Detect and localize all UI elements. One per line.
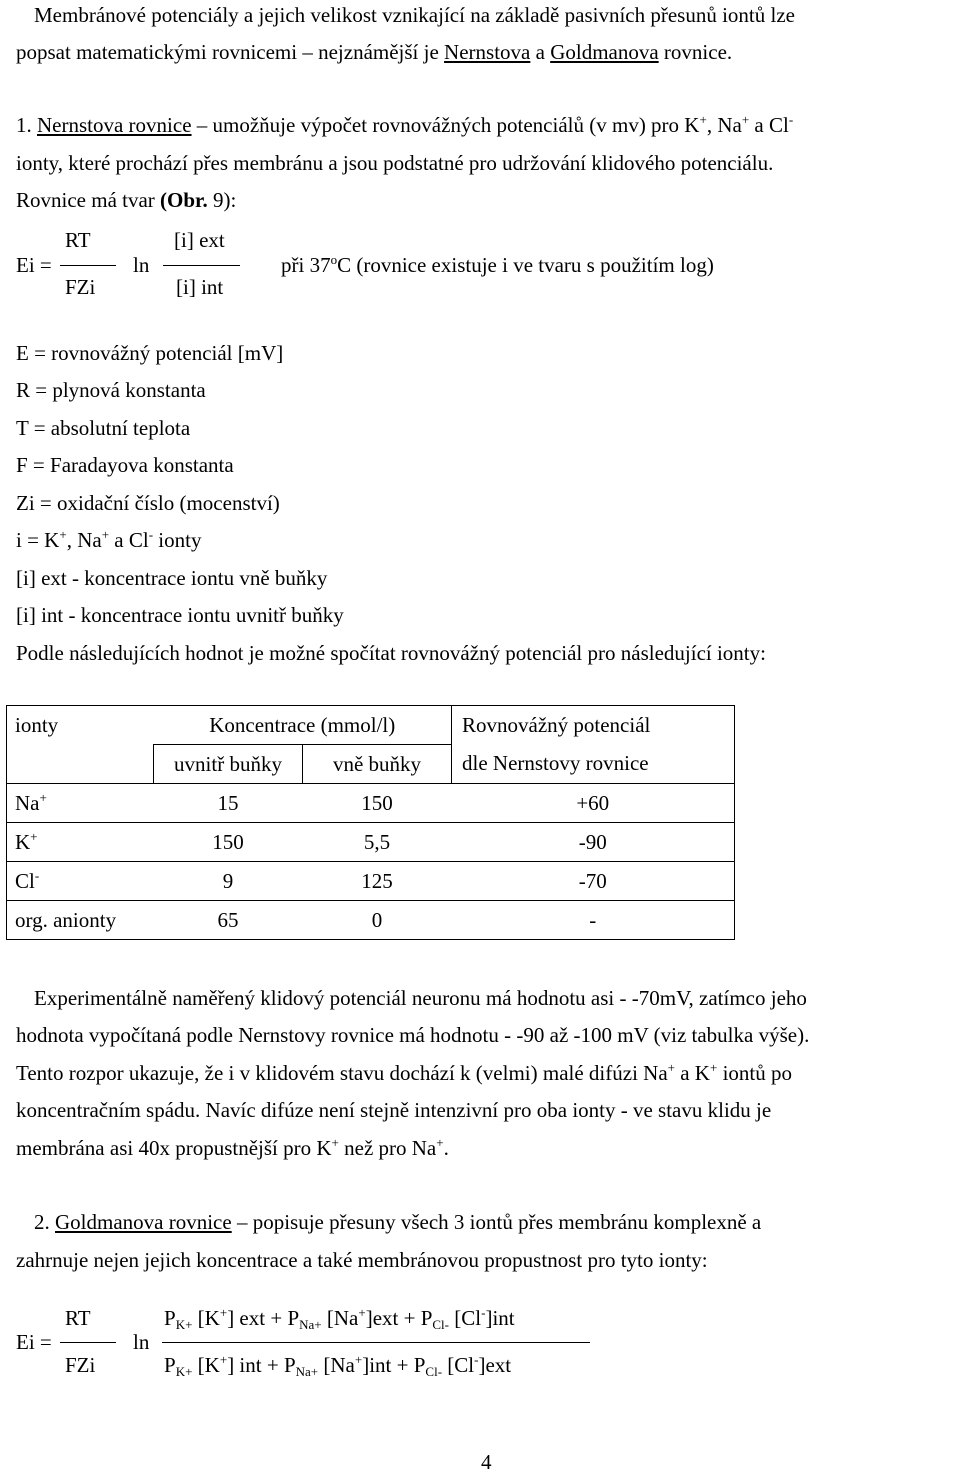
table-row — [7, 862, 735, 901]
goldman-link[interactable]: Goldmanova — [550, 40, 659, 64]
row-outside: 5,5 — [303, 823, 452, 862]
nernst-fzi: FZi — [65, 275, 96, 299]
row-outside: 125 — [303, 862, 452, 901]
table-row — [7, 823, 735, 862]
definition-r: R = plynová konstanta — [16, 378, 206, 402]
intro-line-2: popsat matematickými rovnicemi – nejznámější je Nernstova a Goldmanova rovnice. — [16, 40, 733, 64]
goldman-fzi: FZi — [65, 1353, 96, 1377]
row-outside: 0 — [303, 901, 452, 940]
section-1-line-3: Rovnice má tvar (Obr. 9): — [16, 188, 237, 212]
experiment-line-2: hodnota vypočítaná podle Nernstovy rovnice má hodnotu - -90 až -100 mV (viz tabulka výše). — [16, 1023, 810, 1047]
goldman-numerator: $P_{K+}$ [K+] ext + $P_{Na+}$ $[Na^+]ext + P_{Cl-}$ [Cl-]int — [164, 1305, 515, 1332]
experiment-line-3: Tento rozpor ukazuje, že i v klidovém stavu dochází k (velmi) malé difúzi Na+ a K+ iontů po — [16, 1060, 792, 1085]
row-potential: -70 — [452, 862, 735, 901]
header-inside: uvnitř buňky — [154, 745, 303, 784]
experiment-line-4: koncentračním spádu. Navíc difúze není stejně intenzivní pro oba ionty - ve stavu klidu je — [16, 1098, 772, 1122]
row-potential: - — [452, 901, 735, 940]
nernst-fraction-line-1 — [60, 265, 116, 266]
header-ions: ionty — [7, 706, 154, 745]
header-eq-potential-2: dle Nernstovy rovnice — [452, 745, 735, 784]
nernst-ext: [i] ext — [174, 228, 225, 252]
goldman-lhs: Ei = — [16, 1330, 52, 1354]
nernst-ln: ln — [133, 253, 150, 277]
section-1-line-1: 1. Nernstova rovnice – umožňuje výpočet rovnovážných potenciálů (v mv) pro K+, Na+ a Cl- — [16, 112, 794, 137]
nernst-rt: RT — [65, 228, 91, 252]
definition-t: T = absolutní teplota — [16, 416, 191, 440]
row-inside: 65 — [154, 901, 303, 940]
definition-ext: [i] ext - koncentrace iontu vně buňky — [16, 566, 328, 590]
row-inside: 9 — [154, 862, 303, 901]
nernst-lhs: Ei = — [16, 253, 52, 277]
row-ion: org. anionty — [7, 901, 154, 940]
goldman-fraction-line-1 — [60, 1342, 116, 1343]
definition-f: F = Faradayova konstanta — [16, 453, 234, 477]
section-1-line-2: ionty, které prochází přes membránu a jsou podstatné pro udržování klidového potenciálu. — [16, 151, 774, 175]
goldman-ln: ln — [133, 1330, 150, 1354]
table-intro: Podle následujících hodnot je možné spočítat rovnovážný potenciál pro následující ionty: — [16, 641, 766, 665]
header-eq-potential-1: Rovnovážný potenciál — [452, 706, 735, 745]
row-potential: +60 — [452, 784, 735, 823]
intro-line-1: Membránové potenciály a jejich velikost vznikající na základě pasivních přesunů iontů lze — [34, 3, 795, 27]
concentration-table — [6, 705, 735, 940]
table-row — [7, 901, 735, 940]
row-inside: 15 — [154, 784, 303, 823]
nernst-note: při 37$^o$C (rovnice existuje i ve tvaru s použitím log) — [281, 252, 714, 277]
nernst-fraction-line-2 — [163, 265, 240, 266]
goldman-rt: RT — [65, 1306, 91, 1330]
goldman-denominator: $P_{K+}$ [K+] int + $P_{Na+}$ $[Na^+]int + P_{Cl-}$ [Cl-]ext — [164, 1352, 512, 1379]
row-ion: Cl- — [7, 862, 154, 901]
section-2-line-2: zahrnuje nejen jejich koncentrace a také membránovou propustnost pro tyto ionty: — [16, 1248, 708, 1272]
row-potential: -90 — [452, 823, 735, 862]
section-2-line-1: 2. Goldmanova rovnice – popisuje přesuny všech 3 iontů přes membránu komplexně a — [34, 1210, 762, 1234]
definition-int: [i] int - koncentrace iontu uvnitř buňky — [16, 603, 344, 627]
definition-zi: Zi = oxidační číslo (mocenství) — [16, 491, 280, 515]
definition-i: i = K+, Na+ a Cl- ionty — [16, 527, 202, 552]
nernst-title-link[interactable]: Nernstova rovnice — [37, 113, 192, 137]
page-number: 4 — [481, 1450, 492, 1474]
header-concentration: Koncentrace (mmol/l) — [154, 706, 452, 745]
row-ion: K+ — [7, 823, 154, 862]
nernst-int: [i] int — [176, 275, 224, 299]
goldman-title-link[interactable]: Goldmanova rovnice — [55, 1210, 232, 1234]
row-ion: Na+ — [7, 784, 154, 823]
table-header-row-1 — [7, 706, 735, 745]
row-inside: 150 — [154, 823, 303, 862]
experiment-line-5: membrána asi 40x propustnější pro K+ než pro Na+. — [16, 1135, 449, 1160]
row-outside: 150 — [303, 784, 452, 823]
header-outside: vně buňky — [303, 745, 452, 784]
experiment-line-1: Experimentálně naměřený klidový potenciál neuronu má hodnotu asi - -70mV, zatímco jeho — [34, 986, 807, 1010]
definition-e: E = rovnovážný potenciál [mV] — [16, 341, 284, 365]
goldman-fraction-line-2 — [162, 1342, 590, 1343]
nernst-link[interactable]: Nernstova — [444, 40, 531, 64]
table-row — [7, 784, 735, 823]
table-header-row-2 — [7, 745, 735, 784]
